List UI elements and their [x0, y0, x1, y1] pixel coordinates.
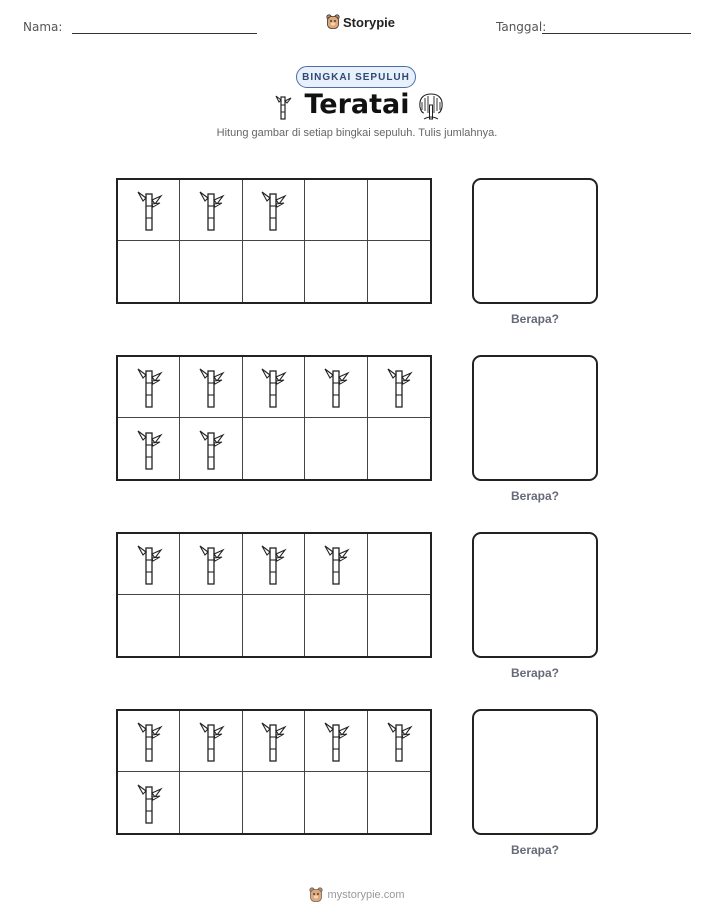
ten-frame-cell	[118, 357, 180, 418]
answer-label-1: Berapa?	[510, 312, 560, 326]
bamboo-stalk-icon	[197, 365, 225, 409]
worksheet-badge: BINGKAI SEPULUH	[296, 66, 416, 88]
ten-frame-cell	[243, 241, 305, 302]
ten-frame-cell	[305, 357, 367, 418]
bamboo-stalk-icon	[322, 719, 350, 763]
bamboo-stalk-icon	[135, 427, 163, 471]
ten-frame-cell	[118, 534, 180, 595]
bamboo-stalk-icon	[135, 188, 163, 232]
bamboo-stalk-icon	[259, 719, 287, 763]
bamboo-stalk-icon	[385, 365, 413, 409]
ten-frame-cell	[118, 711, 180, 772]
ten-frame-cell	[368, 418, 430, 479]
answer-box-3[interactable]	[472, 532, 598, 658]
date-label: Tanggal:	[496, 20, 547, 34]
ten-frame-cell	[180, 772, 242, 833]
bamboo-stalk-icon	[259, 188, 287, 232]
bamboo-stalk-icon	[197, 427, 225, 471]
ten-frame-cell	[243, 418, 305, 479]
answer-label-4: Berapa?	[510, 843, 560, 857]
ten-frame-cell	[180, 418, 242, 479]
ten-frame-2	[116, 355, 432, 481]
answer-box-2[interactable]	[472, 355, 598, 481]
ten-frame-cell	[118, 418, 180, 479]
ten-frame-cell	[305, 418, 367, 479]
bamboo-stalk-icon	[135, 719, 163, 763]
ten-frame-cell	[180, 241, 242, 302]
ten-frame-4	[116, 709, 432, 835]
ten-frame-cell	[243, 357, 305, 418]
name-label: Nama:	[23, 20, 63, 34]
brand-logo	[326, 14, 395, 30]
ten-frame-cell	[368, 180, 430, 241]
ten-frame-cell	[118, 772, 180, 833]
ten-frame-cell	[368, 595, 430, 656]
page-title: Teratai	[304, 89, 410, 120]
ten-frame-cell	[368, 534, 430, 595]
ten-frame-cell	[243, 772, 305, 833]
ten-frame-cell	[305, 180, 367, 241]
ten-frame-cell	[180, 357, 242, 418]
ten-frame-cell	[368, 772, 430, 833]
bamboo-stalk-icon	[135, 542, 163, 586]
answer-label-2: Berapa?	[510, 489, 560, 503]
ten-frame-cell	[368, 711, 430, 772]
footer	[0, 887, 714, 903]
ten-frame-cell	[180, 534, 242, 595]
answer-box-1[interactable]	[472, 178, 598, 304]
ten-frame-cell	[180, 711, 242, 772]
ten-frame-cell	[243, 595, 305, 656]
bamboo-stalk-icon	[135, 781, 163, 825]
bamboo-stalk-icon	[259, 542, 287, 586]
answer-label-3: Berapa?	[510, 666, 560, 680]
ten-frame-cell	[305, 241, 367, 302]
ten-frame-cell	[368, 241, 430, 302]
bamboo-stalk-icon	[197, 188, 225, 232]
date-line[interactable]	[542, 33, 691, 34]
bamboo-stalk-icon	[385, 719, 413, 763]
bamboo-stalk-icon	[135, 365, 163, 409]
instruction-text: Hitung gambar di setiap bingkai sepuluh. Tulis jumlahnya.	[216, 127, 498, 139]
ten-frame-cell	[118, 595, 180, 656]
bamboo-stalk-icon	[197, 542, 225, 586]
ten-frame-cell	[368, 357, 430, 418]
bamboo-stalk-icon	[197, 719, 225, 763]
ten-frame-cell	[305, 595, 367, 656]
ten-frame-cell	[305, 534, 367, 595]
bamboo-stalk-icon	[322, 365, 350, 409]
ten-frame-cell	[305, 772, 367, 833]
name-line[interactable]	[72, 33, 257, 34]
ten-frame-3	[116, 532, 432, 658]
ten-frame-cell	[243, 180, 305, 241]
ten-frame-1	[116, 178, 432, 304]
ten-frame-cell	[180, 595, 242, 656]
ten-frame-cell	[243, 534, 305, 595]
answer-box-4[interactable]	[472, 709, 598, 835]
willow-tree-icon	[416, 91, 446, 121]
ten-frame-cell	[118, 241, 180, 302]
brand-name: Storypie	[343, 14, 396, 30]
ten-frame-cell	[118, 180, 180, 241]
footer-site: mystorypie.com	[327, 889, 405, 901]
ten-frame-cell	[243, 711, 305, 772]
bamboo-stalk-icon	[322, 542, 350, 586]
bear-mascot-icon	[309, 887, 323, 903]
ten-frame-cell	[180, 180, 242, 241]
bamboo-stalk-icon	[259, 365, 287, 409]
bear-mascot-icon	[326, 14, 340, 30]
ten-frame-cell	[305, 711, 367, 772]
